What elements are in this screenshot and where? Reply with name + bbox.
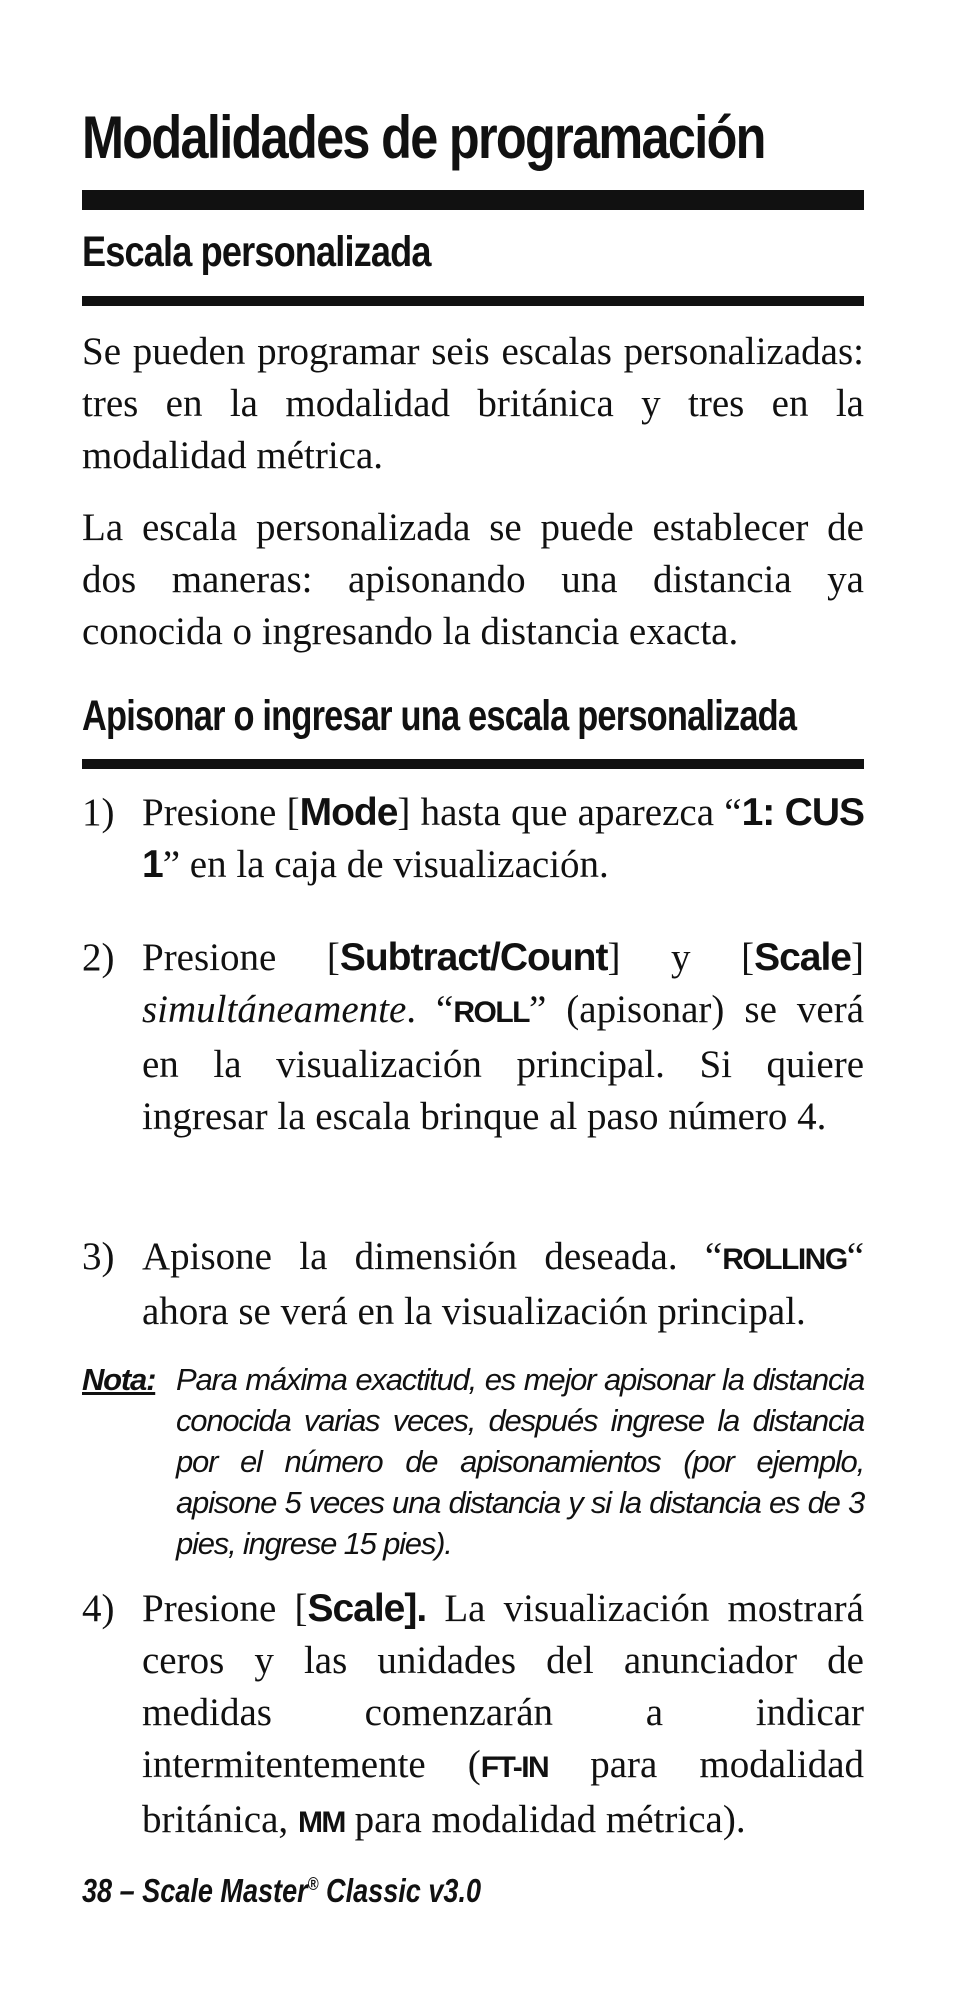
section-title-roll-or-enter: Apisonar o ingresar una escala personalizada [82,692,797,740]
step-3 [82,1231,864,1338]
step-number: 1) [82,791,115,834]
key-subtract-count: Subtract/Count [339,936,608,979]
section-title-custom-scale: Escala personalizada [82,228,431,276]
step-text: Apisone la dimensión deseada. “ROLLING“ ahora se verá en la visualización principal. [142,1235,864,1333]
emphasis: simultáneamente [142,988,407,1031]
section-rule [82,759,864,769]
step-1 [82,787,864,891]
paragraph-custom-scale-methods: La escala personalizada se puede establecer de dos maneras: apisonando una distancia ya conocida o ingresando la distancia exacta. [82,506,864,653]
key-mode: Mode [299,791,398,834]
step-text: Presione [Scale]. La visualización mostrará ceros y las unidades del anunciador de medidas comenzarán a indicar intermitentemente (FT-IN para modalidad británica, MM para modalidad métrica). [142,1587,864,1841]
page-title: Modalidades de programación [82,104,765,171]
step-number: 2) [82,936,115,979]
key-scale: Scale [307,1587,405,1630]
section-rule [82,296,864,306]
display-text: FT-IN [480,1751,549,1784]
step-4 [82,1583,864,1849]
title-rule [82,190,864,210]
paragraph-custom-scales-count: Se pueden programar seis escalas personalizadas: tres en la modalidad británica y tres en la modalidad métrica. [82,330,864,477]
note-text: Para máxima exactitud, es mejor apisonar la distancia conocida varias veces, después ingrese la distancia por el número de apisonamientos (por ejemplo, apisone 5 veces una distancia y si la distancia es de 3 pies, ingrese 15 pies). [176,1362,864,1561]
step-text: Presione [Mode] hasta que aparezca “1: CUS 1” en la caja de visualización. [142,791,864,886]
note-label: Nota: [82,1362,156,1397]
display-text: 1: CUS 1 [142,791,864,886]
display-text: ROLL [453,996,529,1029]
key-scale: Scale [754,936,851,979]
step-number: 4) [82,1587,115,1630]
step-number: 3) [82,1235,115,1278]
step-text: Presione [Subtract/Count] y [Scale] simultáneamente. “ROLL” (apisonar) se verá en la visualización principal. Si quiere ingresar la escala brinque al paso número 4. [142,936,864,1138]
note-block [82,1359,864,1564]
step-2 [82,932,864,1143]
display-text: ROLLING [722,1243,847,1276]
display-text: MM [297,1806,345,1839]
page-footer: 38 – Scale Master® Classic v3.0 [82,1872,482,1909]
